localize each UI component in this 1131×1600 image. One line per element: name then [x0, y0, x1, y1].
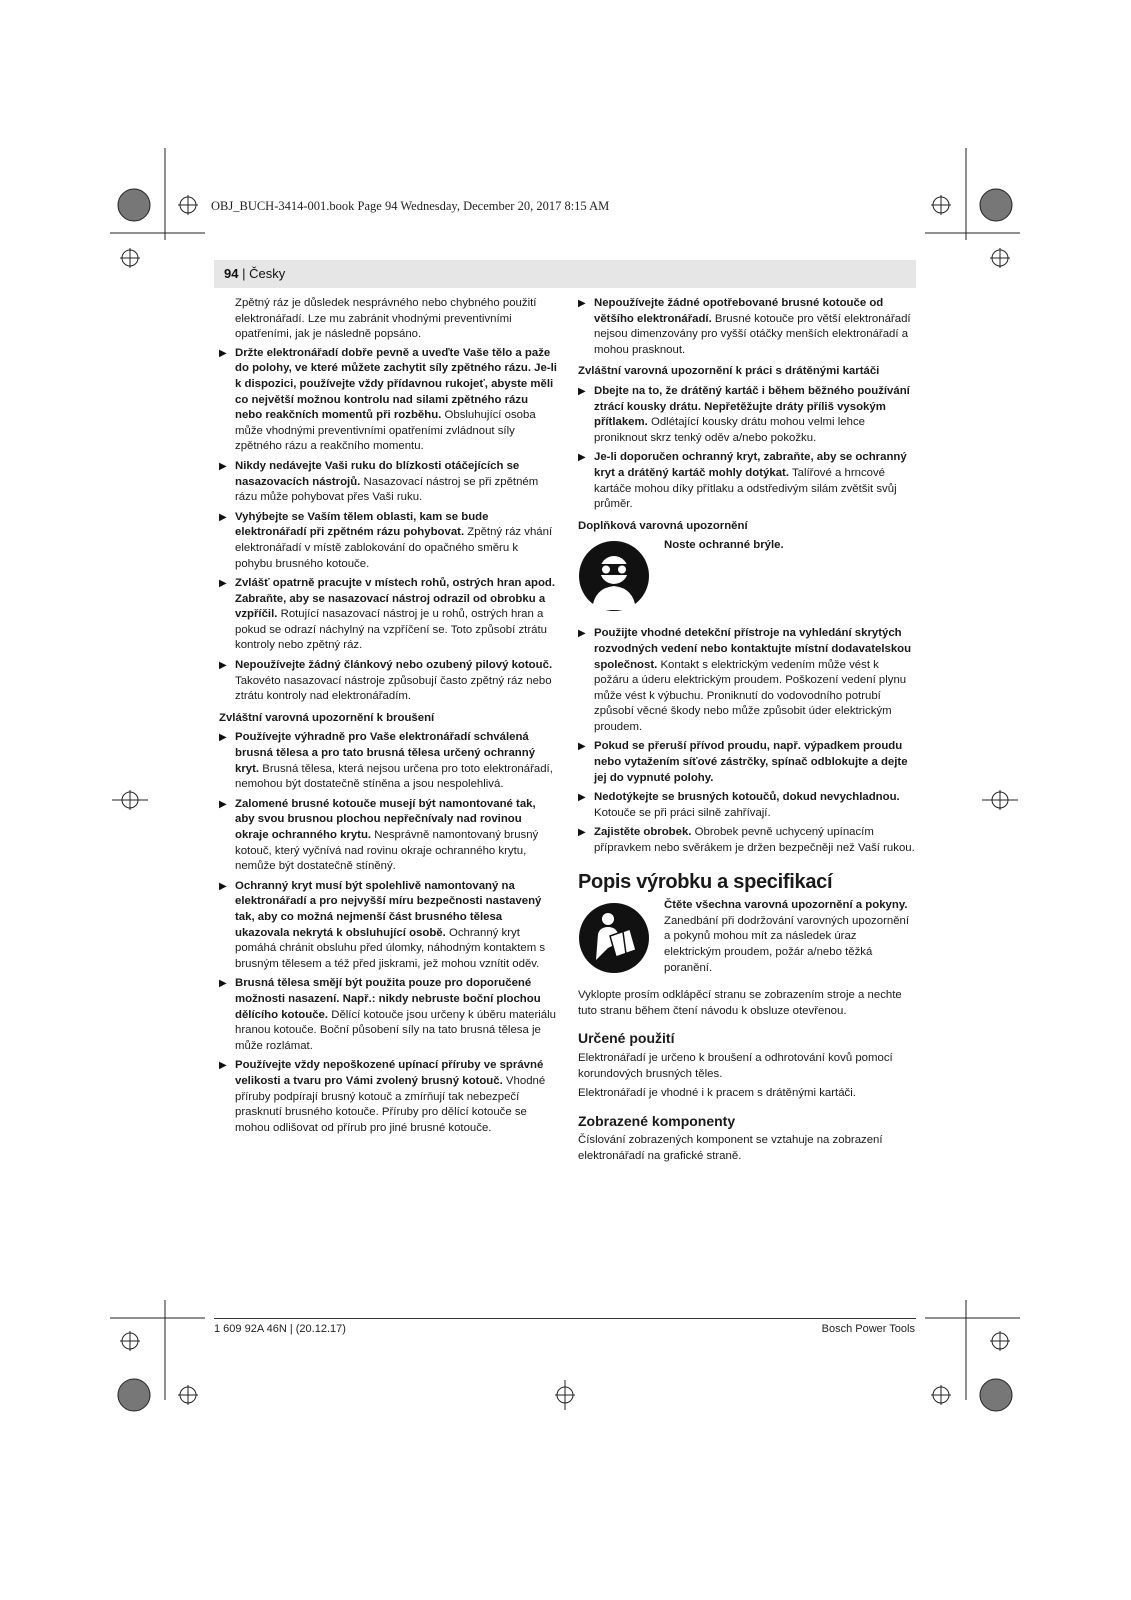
bullet-triangle-icon: ▶: [578, 385, 586, 397]
list-item: ▶ Zalomené brusné kotouče musejí být namontované tak, aby svou brusnou plochou nepřečnívaly nad rovinou okraje ochranného krytu. Nesprávně namontovaný brusný kotouč, který vyčnívá nad rovinu okraje ochranného krytu, nemůže být dostatečně stíněný.: [219, 797, 539, 873]
read-manual-icon: [578, 902, 650, 974]
print-metadata: OBJ_BUCH-3414-001.book Page 94 Wednesday, December 20, 2017 8:15 AM: [211, 199, 610, 213]
list-item: ▶ Používejte výhradně pro Vaše elektronářadí schválená brusná tělesa a pro tato brusná tělesa určený ochranný kryt. Brusná tělesa, která nejsou určena pro toto elektronářadí, nemohou být dostatečně stíněna a jsou nespolehlivá.: [219, 731, 553, 791]
read-manual-warning: [578, 898, 916, 980]
footer-brand: Bosch Power Tools: [821, 1323, 915, 1335]
list-item: ▶ Nepoužívejte žádný článkový nebo ozubený pilový kotouč. Takovéto nasazovací nástroje způsobují často zpětný ráz nebo ztrátu kontroly nad elektronářadím.: [219, 659, 553, 703]
list-item: ▶ Dbejte na to, že drátěný kartáč i během běžného používání ztrácí kousky drátu. Nepřetěžujte dráty příliš vysokým přítlakem. Odlétající kousky drátu mohou velmi lehce proniknout skrz tenký oděv a/nebo pokožku.: [578, 384, 910, 444]
list-item: ▶ Nikdy nedávejte Vaši ruku do blízkosti otáčejících se nasazovacích nástrojů. Nasazovací nástroj se při zpětném rázu může pohybovat přes Vaši ruku.: [219, 459, 539, 504]
bullet-triangle-icon: ▶: [219, 660, 227, 672]
bullet-triangle-icon: ▶: [219, 880, 227, 892]
list-item: ▶ Zajistěte obrobek. Obrobek pevně uchycený upínacím přípravkem nebo svěrákem je držen bezpečněji než Vaší rukou.: [578, 826, 915, 855]
list-item: ▶ Nepoužívejte žádné opotřebované brusné kotouče od většího elektronářadí. Brusné kotouče pro větší elektronářadí nejsou dimenzovány pro vyšší otáčky menších elektronářadí a mohou prasknout.: [578, 297, 911, 356]
bullet-triangle-icon: ▶: [219, 578, 227, 590]
bullet-triangle-icon: ▶: [219, 347, 227, 359]
manual-warning-text: Zanedbání při dodržování varovných upozornění a pokynů mohou mít za následek úraz elektrickým proudem, požár a/nebo těžká poranění.: [664, 914, 910, 974]
subhead-wire-brushes: Zvláštní varovná upozornění k práci s drátěnými kartáči: [578, 365, 880, 378]
right-column: [578, 296, 916, 1169]
list-item: ▶ Pokud se přeruší přívod proudu, např. výpadkem proudu nebo vytažením síťové zástrčky, spínač odblokujte a dejte jej do vypnuté polohy.: [578, 740, 908, 784]
goggles-label: Noste ochranné brýle.: [664, 539, 784, 552]
footer-rule: [214, 1318, 916, 1319]
manual-warning-bold: Čtěte všechna varovná upozornění a pokyny.: [664, 899, 908, 912]
bullet-triangle-icon: ▶: [219, 511, 227, 523]
bullet-triangle-icon: ▶: [578, 452, 586, 464]
list-item: ▶ Držte elektronářadí dobře pevně a uveďte Vaše tělo a paže do polohy, ve které můžete zachytit síly zpětného rázu. Je-li k dispozici, používejte vždy přídavnou rukojeť, abyste měli co největší možnou kontrolu nad silami zpětného rázu nebo reakčních momentů při rozběhu. Obsluhující osoba může vhodnými preventivními opatřeními zvládnout síly zpětného rázu a reakčního momentu.: [219, 346, 557, 453]
goggles-warning: [578, 538, 916, 618]
list-item: ▶ Zvlášť opatrně pracujte v místech rohů, ostrých hran apod. Zabraňte, aby se nasazovací nástroj odrazil od obrobku a vzpříčil. Rotující nasazovací nástroj je u rohů, ostrých hran a pokud se odrazí náchylný na vzpříčení se. Toto způsobí ztrátu kontroly nebo zpětný ráz.: [219, 577, 556, 652]
intended-use-title: Určené použití: [578, 1030, 675, 1047]
components-text: Číslování zobrazených komponent se vztahuje na zobrazení elektronářadí na grafické straně.: [578, 1134, 883, 1162]
bullet-triangle-icon: ▶: [578, 792, 586, 804]
kickback-intro: Zpětný ráz je důsledek nesprávného nebo chybného použití elektronářadí. Lze mu zabránit vhodnými preventivními opatřeními, jak je následně popsáno.: [235, 297, 537, 341]
intended-use-text-2: Elektronářadí je vhodné i k pracem s drátěnými kartáči.: [578, 1087, 856, 1100]
bullet-triangle-icon: ▶: [578, 741, 586, 753]
list-item: ▶ Ochranný kryt musí být spolehlivě namontovaný na elektronářadí a pro nejvyšší míru bezpečnosti nastavený tak, aby co možná nejmenší část brusného tělesa ukazovala nekrytá k obsluhující osobě. Ochranný kryt pomáhá chránit obsluhu před úlomky, náhodným kontaktem s brusným tělesem a též před jiskrami, jež mohou vznítit oděv.: [219, 879, 546, 970]
components-title: Zobrazené komponenty: [578, 1112, 736, 1129]
header-separator: |: [238, 266, 250, 281]
subhead-additional-warnings: Doplňková varovná upozornění: [578, 519, 748, 532]
bullet-triangle-icon: ▶: [219, 460, 227, 472]
list-item: ▶ Nedotýkejte se brusných kotoučů, dokud nevychladnou. Kotouče se při práci silně zahřívají.: [578, 791, 900, 819]
bullet-triangle-icon: ▶: [219, 978, 227, 990]
subhead-grinding: Zvláštní varovná upozornění k broušení: [219, 711, 435, 724]
page-header: [214, 260, 916, 288]
fold-out-note: Vyklopte prosím odklápěcí stranu se zobrazením stroje a nechte tuto stranu během čtení návodu k obsluze otevřenou.: [578, 989, 902, 1017]
bullet-triangle-icon: ▶: [578, 628, 586, 640]
left-column: [219, 296, 557, 1140]
list-item: ▶ Použijte vhodné detekční přístroje na vyhledání skrytých rozvodných vedení nebo kontaktujte místní dodavatelskou společnost. Kontakt s elektrickým vedením může vést k požáru a úderu elektrickým proudem. Poškození vedení plynu může vést k výbuchu. Proniknutí do vodovodního potrubí způsobí věcné škody nebo může způsobit úder elektrickým proudem.: [578, 627, 912, 733]
footer-document-id: 1 609 92A 46N | (20.12.17): [214, 1323, 346, 1335]
list-item: ▶ Je-li doporučen ochranný kryt, zabraňte, aby se ochranný kryt a drátěný kartáč mohly dotýkat. Talířové a hrncové kartáče mohou díky přítlaku a odstředivým silám zvětšit svůj průměr.: [578, 451, 907, 511]
bullet-triangle-icon: ▶: [578, 827, 586, 839]
bullet-triangle-icon: ▶: [219, 1060, 227, 1072]
list-item: ▶ Vyhýbejte se Vaším tělem oblasti, kam se bude elektronářadí při zpětném rázu pohybovat. Zpětný ráz vhání elektronářadí v místě zablokování do opačného směru k pohybu brusného kotouče.: [219, 510, 553, 570]
page-number: 94: [224, 266, 239, 281]
safety-goggles-icon: [578, 540, 650, 612]
section-title: Popis výrobku a specifikací: [578, 870, 833, 893]
header-language: Česky: [249, 266, 286, 281]
list-item: ▶ Brusná tělesa smějí být použita pouze pro doporučené možnosti nasazení. Např.: nikdy nebruste boční plochou dělícího kotouče. Dělící kotouče jsou určeny k úběru materiálu hranou kotouče. Boční působení síly na tato brusná tělesa je může rozlámat.: [219, 977, 556, 1052]
bullet-triangle-icon: ▶: [219, 798, 227, 810]
intended-use-text-1: Elektronářadí je určeno k broušení a odhrotování kovů pomocí korundových brusných těles.: [578, 1052, 893, 1080]
bullet-triangle-icon: ▶: [578, 298, 586, 309]
list-item: ▶ Používejte vždy nepoškozené upínací příruby ve správné velikosti a tvaru pro Vámi zvolený brusný kotouč. Vhodné příruby podpírají brusný kotouč a zmírňují tak nebezpečí prasknutí brusného kotouče. Příruby pro dělící kotouče se mohou odlišovat od přírub pro jiné brusné kotouče.: [219, 1059, 546, 1134]
bullet-triangle-icon: ▶: [219, 732, 227, 744]
